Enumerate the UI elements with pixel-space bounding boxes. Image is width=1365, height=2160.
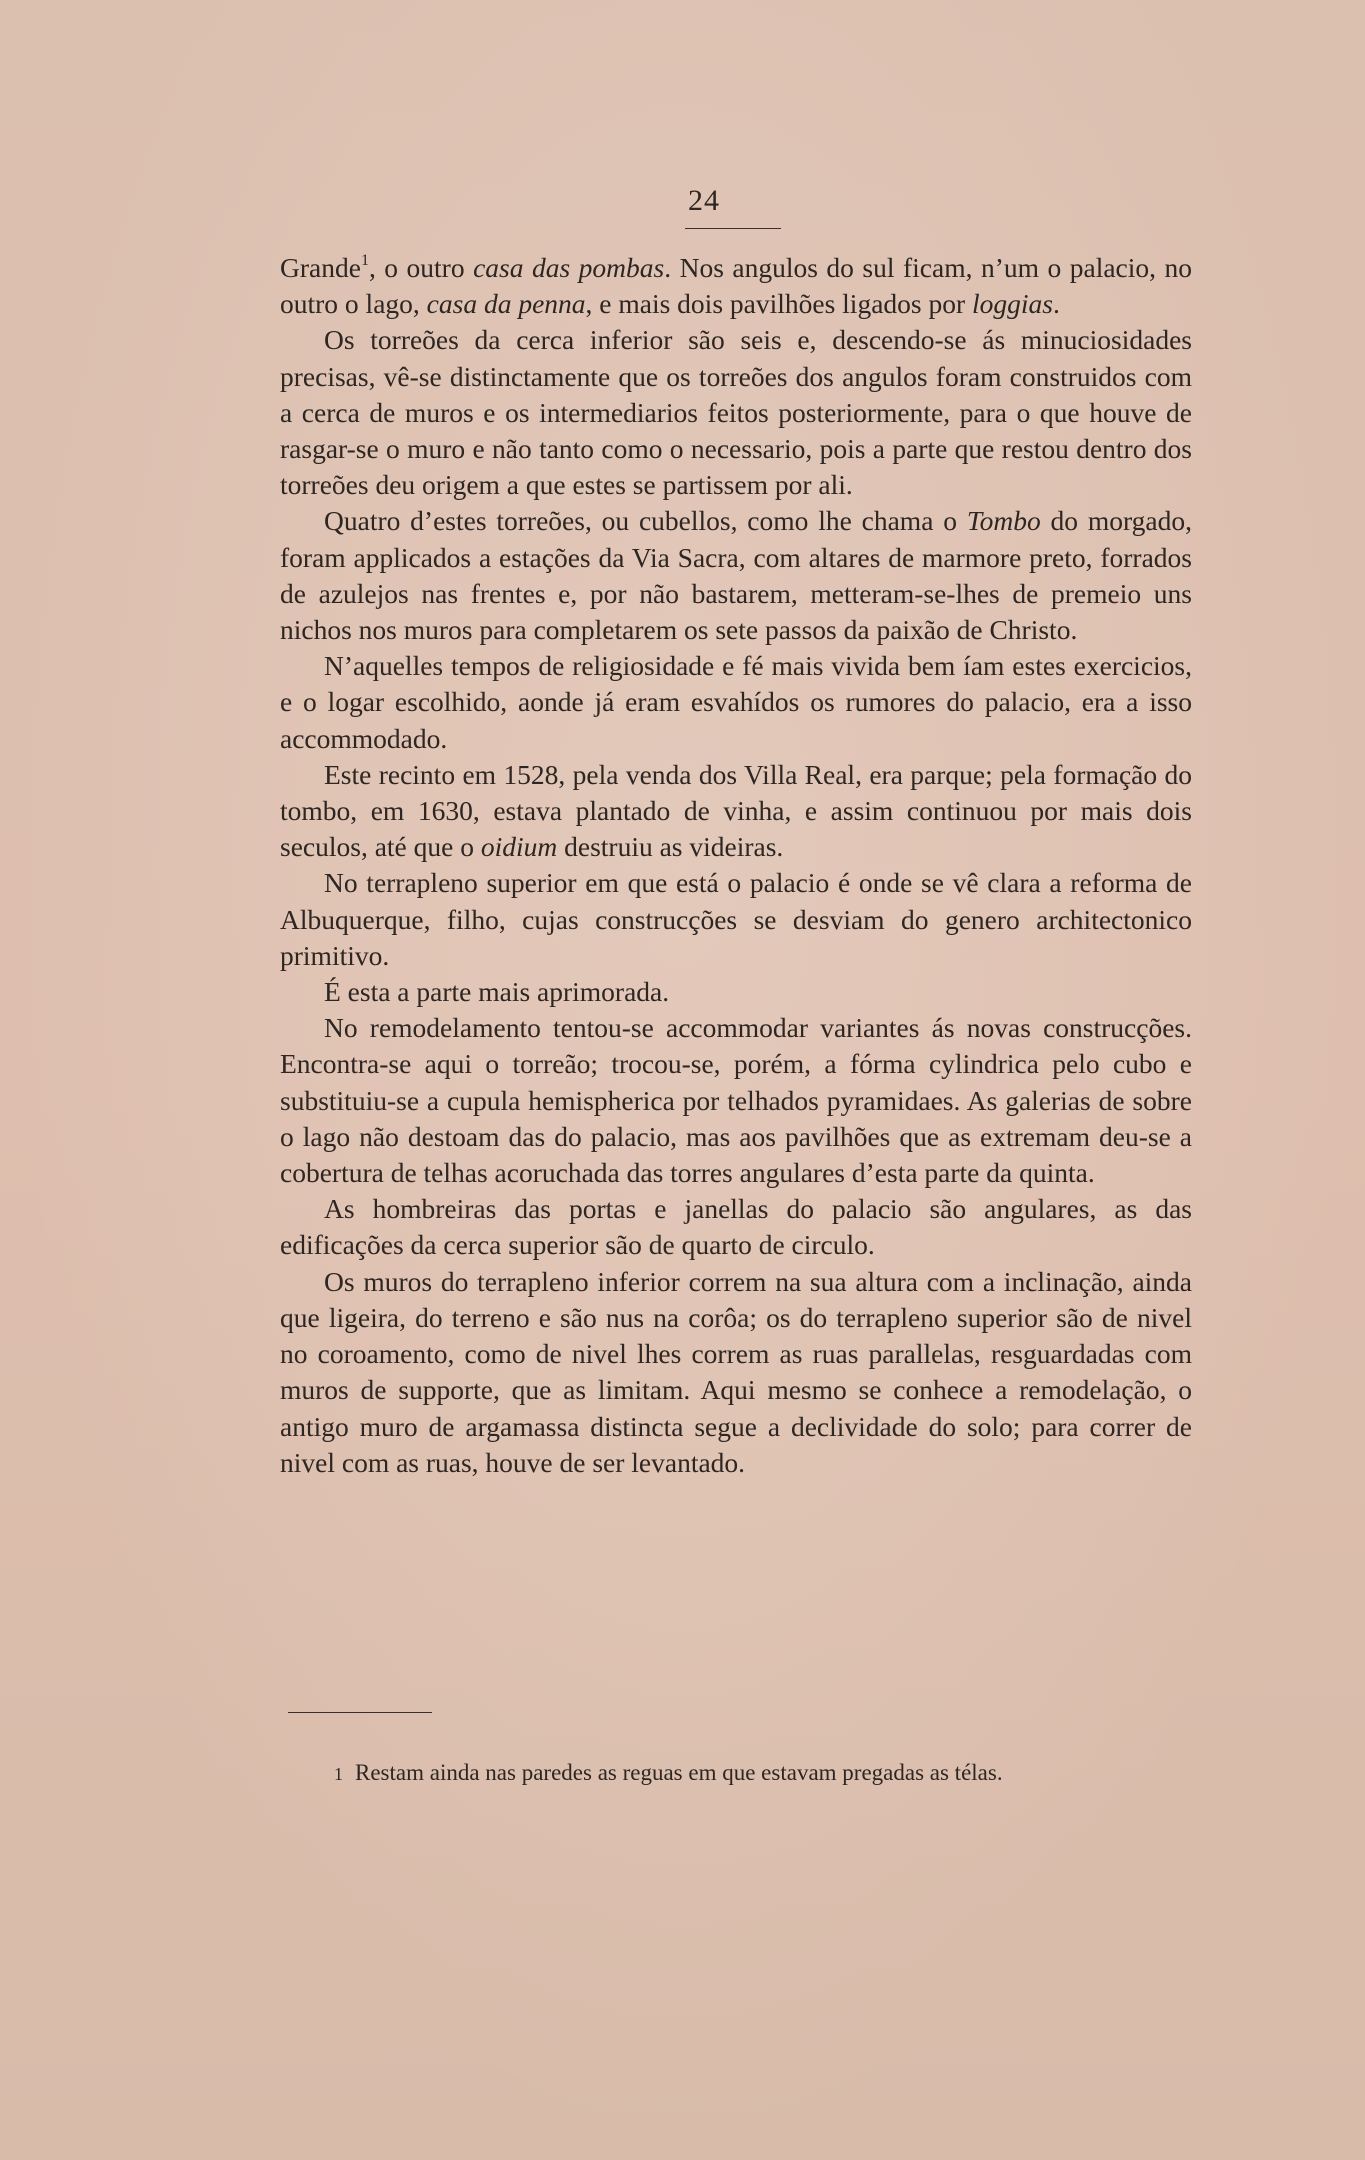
header-rule [685, 228, 781, 229]
paragraph-6: No terrapleno superior em que está o palacio é onde se vê clara a reforma de Albuquerque, filho, cujas construcções se desviam do genero architectonico primitivo. [280, 867, 1192, 971]
footnote-rule [288, 1712, 432, 1713]
paragraph-3 [280, 503, 1192, 648]
paragraph-3-text-b: do morgado, foram applicados a estações da Via Sacra, com altares de marmore preto, forrados de azulejos nas frentes e, por não bastarem, metteram-se-lhes de premeio uns nichos nos muros para completarem os sete passos da paixão de Christo. [280, 505, 1192, 646]
italic-term-casa-da-penna: casa da penna [426, 288, 586, 320]
italic-term-casa-das-pombas: casa das pombas [473, 252, 665, 283]
paragraph-1-text-a: Grande [280, 252, 361, 283]
paragraph-7: É esta a parte mais aprimorada. [324, 976, 670, 1008]
paragraph-2: Os torreões da cerca inferior são seis e, descendo-se ás minuciosidades precisas, vê-se distinctamente que os torreões dos angulos foram construidos com a cerca de muros e os intermediarios feitos posteriormente, para o que houve de rasgar-se o muro e não tanto como o necessario, pois a parte que restou dentro dos torreões deu origem a que estes se partissem por ali. [280, 324, 1192, 501]
paragraph-1-text-e: . [1053, 288, 1060, 320]
footnote-text: Restam ainda nas paredes as reguas em que estavam pregadas as télas. [355, 1760, 1003, 1785]
paragraph-8: No remodelamento tentou-se accommodar variantes ás novas construcções. Encontra-se aqui o torreão; trocou-se, porém, a fórma cylindrica pelo cubo e substituiu-se a cupula hemispherica por telhados pyramidaes. As galerias de sobre o lago não destoam das do palacio, mas aos pavilhões que as extremam deu-se a cobertura de telhas acoruchada das torres angulares d’esta parte da quinta. [280, 1012, 1192, 1189]
paragraph-1-text-c: . Nos angulos do sul ficam, n’um o palacio, no outro o lago, [280, 252, 1192, 320]
italic-term-tombo: Tombo [966, 505, 1041, 537]
footnote-reference: 1 [360, 252, 369, 269]
paragraph-1-text-d: , e mais dois pavilhões ligados por [585, 288, 973, 320]
paragraph-5-text-a: Este recinto em 1528, pela venda dos Villa Real, era parque; pela formação do tombo, em 1630, estava plantado de vinha, e assim continuou por mais dois seculos, até que o [280, 758, 1192, 863]
paragraph-1-text-b: , o outro [368, 252, 474, 283]
footnote [334, 1758, 1234, 1789]
body-text [280, 250, 1192, 1481]
italic-term-oidium: oidium [480, 831, 558, 863]
paragraph-9: As hombreiras das portas e janellas do palacio são angulares, as das edificações da cerca superior são de quarto de circulo. [280, 1193, 1192, 1261]
page-number: 24 [688, 184, 720, 217]
paragraph-4: N’aquelles tempos de religiosidade e fé mais vivida bem íam estes exercicios, e o logar escolhido, aonde já eram esvahídos os rumores do palacio, era a isso accommodado. [280, 650, 1192, 754]
footnote-mark: 1 [334, 1764, 343, 1784]
paragraph-5 [280, 757, 1192, 866]
paragraph-5-text-b: destruiu as videiras. [557, 831, 784, 863]
paragraph-3-text-a: Quatro d’estes torreões, ou cubellos, como lhe chama o [324, 505, 967, 537]
italic-term-loggias: loggias [972, 288, 1053, 320]
paragraph-1 [280, 250, 1192, 322]
paragraph-10: Os muros do terrapleno inferior correm na sua altura com a inclinação, ainda que ligeira, do terreno e são nus na corôa; os do terrapleno superior são de nivel no coroamento, como de nivel lhes correm as ruas parallelas, resguardadas com muros de supporte, que as limitam. Aqui mesmo se conhece a remodelação, o antigo muro de argamassa distincta segue a declividade do solo; para correr de nivel com as ruas, houve de ser levantado. [280, 1265, 1192, 1478]
